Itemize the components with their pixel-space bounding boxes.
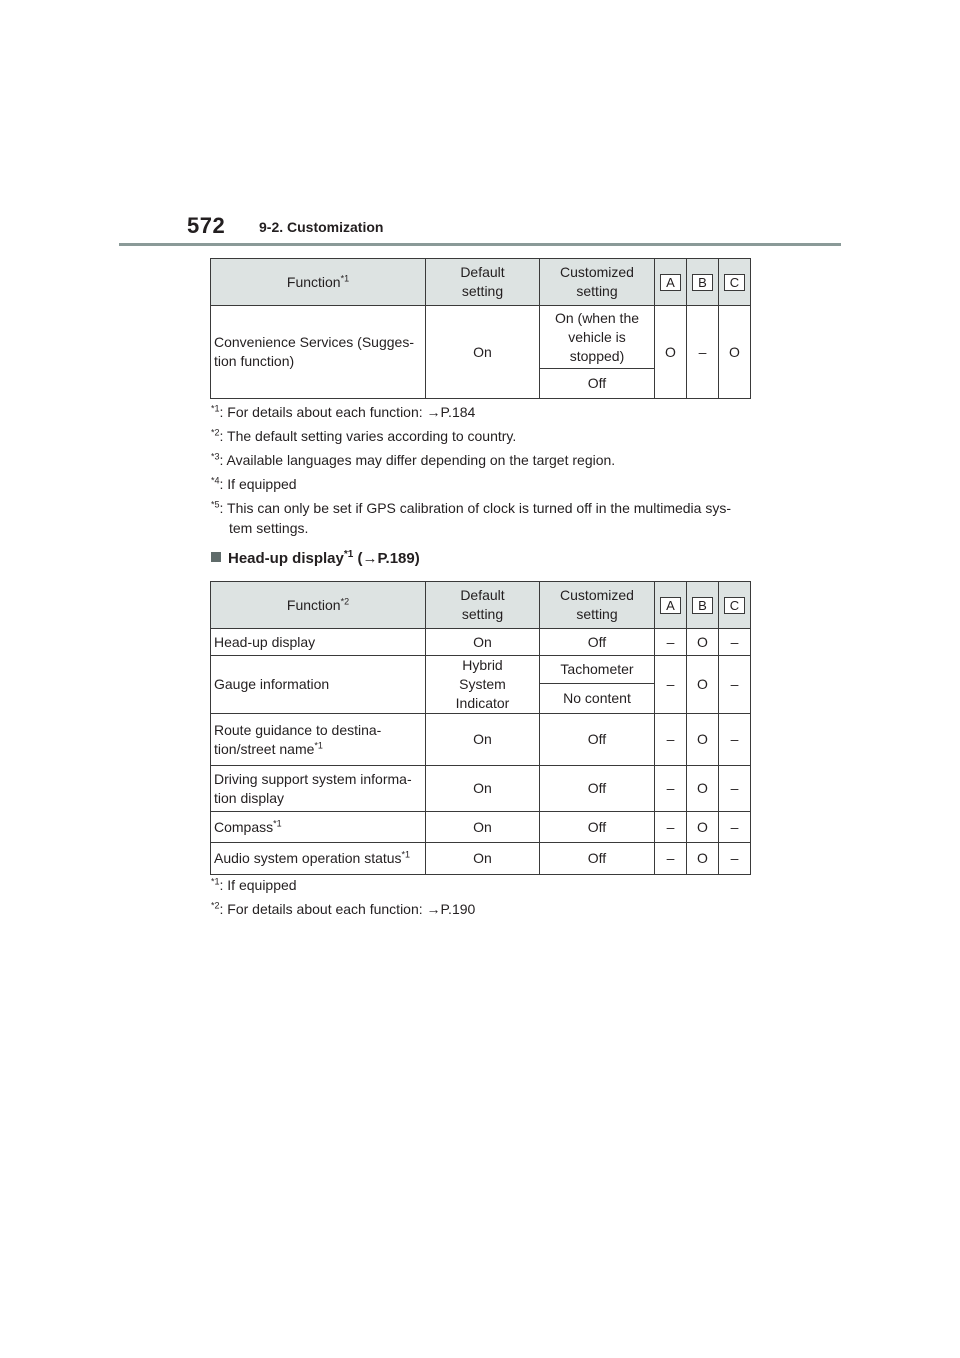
header-rule [119,243,841,246]
section-heading-head-up-display: Head-up display$^{*1}$ (→P.189) [211,550,420,567]
a-cell: – [655,766,687,812]
a-cell: O [655,306,687,399]
c-cell: O [719,306,751,399]
default-cell: On [426,766,540,812]
header-a [655,259,687,306]
b-cell: – [687,306,719,399]
column-b-label: B [692,597,713,614]
table-row [211,766,751,812]
option-cell: No content [540,683,655,713]
custom-cell: Off [540,766,655,812]
header-function: Function$^{*2}$ [211,582,426,629]
table-row [211,714,751,766]
function-cell: Route guidance to destina- tion/street name$^{*1}$ [211,714,426,766]
column-c-label: C [724,274,745,291]
c-cell: – [719,629,751,656]
column-c-label: C [724,597,745,614]
option-cell: Off [540,369,655,399]
default-cell: On [426,714,540,766]
footnote: $^{*1}$: For details about each function: →P.184 [211,403,476,420]
default-cell: On [426,843,540,875]
page-number: 572 [187,213,226,238]
head-up-display-table [210,581,751,875]
c-cell: – [719,714,751,766]
column-a-label: A [660,274,681,291]
header-b [687,259,719,306]
option-cell: Tachometer [540,656,655,684]
header-function: Function$^{*1}$ [211,259,426,306]
a-cell: – [655,629,687,656]
header-a [655,582,687,629]
function-cell: Audio system operation status$^{*1}$ [211,843,426,875]
column-a-label: A [660,597,681,614]
header-c [719,582,751,629]
footnote: $^{*5}$: This can only be set if GPS calibration of clock is turned off in the multimedia sys- [211,499,732,516]
table-row [211,306,751,369]
function-cell: Compass$^{*1}$ [211,812,426,843]
header-default-setting: Default setting [426,582,540,629]
section-title: 9-2. Customization [259,219,384,235]
header-c [719,259,751,306]
b-cell: O [687,766,719,812]
c-cell: – [719,812,751,843]
table-header-row [211,582,751,629]
footnote: $^{*3}$: Available languages may differ depending on the target region. [211,451,616,468]
option-cell: On (when the vehicle is stopped) [540,306,655,369]
header-b [687,582,719,629]
table-row [211,656,751,684]
default-cell: On [426,629,540,656]
a-cell: – [655,812,687,843]
custom-cell: Off [540,629,655,656]
custom-cell: Off [540,843,655,875]
custom-cell: Off [540,812,655,843]
a-cell: – [655,714,687,766]
header-default-setting: Default setting [426,259,540,306]
default-cell: On [426,306,540,399]
a-cell: – [655,843,687,875]
function-cell: Driving support system informa- tion display [211,766,426,812]
table-row [211,812,751,843]
table-row [211,843,751,875]
b-cell: O [687,714,719,766]
footnote: $^{*4}$: If equipped [211,475,297,492]
footnote: $^{*2}$: For details about each function: →P.190 [211,900,476,917]
default-cell: Hybrid System Indicator [426,656,540,714]
c-cell: – [719,656,751,714]
table-row [211,629,751,656]
function-cell: Gauge information [211,656,426,714]
square-bullet-icon [211,552,221,562]
function-cell: Convenience Services (Sugges-tion function) [211,306,426,399]
convenience-services-table [210,258,751,399]
footnote: $^{*2}$: The default setting varies according to country. [211,427,517,444]
column-b-label: B [692,274,713,291]
b-cell: O [687,812,719,843]
function-cell: Head-up display [211,629,426,656]
table-header-row [211,259,751,306]
b-cell: O [687,629,719,656]
a-cell: – [655,656,687,714]
c-cell: – [719,843,751,875]
header-customized-setting: Customized setting [540,582,655,629]
b-cell: O [687,843,719,875]
b-cell: O [687,656,719,714]
c-cell: – [719,766,751,812]
default-cell: On [426,812,540,843]
custom-cell: Off [540,714,655,766]
header-customized-setting: Customized setting [540,259,655,306]
footnote-continuation: tem settings. [229,520,309,536]
footnote: $^{*1}$: If equipped [211,876,297,893]
